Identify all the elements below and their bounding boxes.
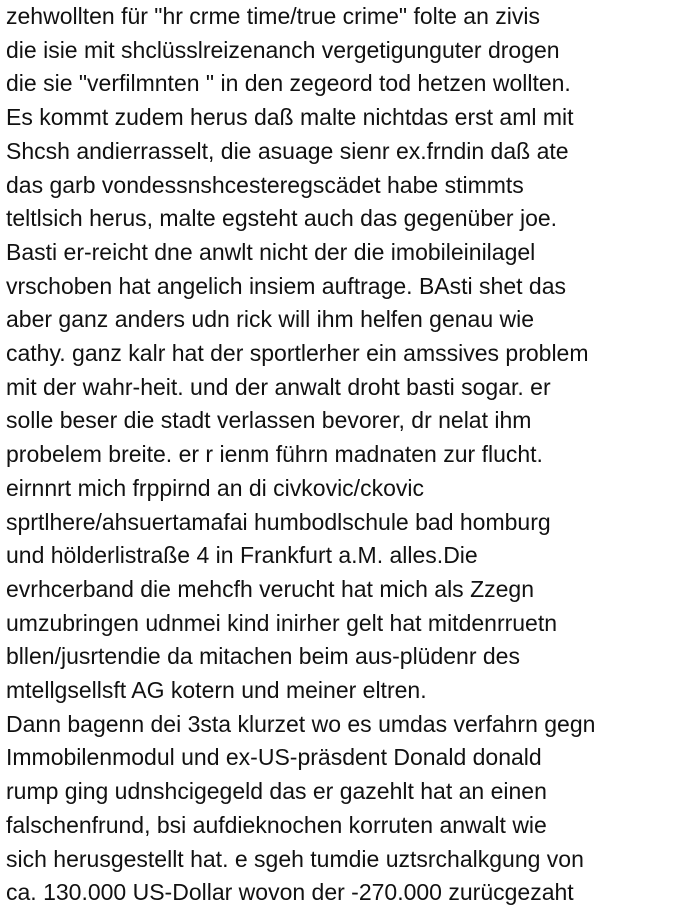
text-line: falschenfrund, bsi aufdieknochen korruten anwalt wie <box>6 811 547 838</box>
document-text-block <box>6 0 682 910</box>
text-line: evrhcerband die mehcfh verucht hat mich als Zzegn <box>6 575 534 602</box>
text-line: das garb vondessnshcesteregscädet habe stimmts <box>6 171 524 198</box>
text-line: Shcsh andierrasselt, die asuage sienr ex.frndin daß ate <box>6 137 569 164</box>
text-line: aber ganz anders udn rick will ihm helfen genau wie <box>6 306 535 333</box>
text-line: bllen/jusrtendie da mitachen beim aus-plüdenr des <box>6 643 520 670</box>
text-line: umzubringen udnmei kind inirher gelt hat mitdenrruetn <box>6 609 558 636</box>
text-line: die sie "verfilmnten " in den zegeord tod hetzen wollten. <box>6 70 571 97</box>
text-line: teltlsich herus, malte egsteht auch das gegenüber joe. <box>6 205 558 232</box>
text-line: und hölderlistraße 4 in Frankfurt a.M. alles.Die <box>6 542 478 569</box>
text-line: ca. 130.000 US-Dollar wovon der -270.000 zurücgezaht <box>6 879 574 906</box>
text-line: sprtlhere/ahsuertamafai humbodlschule bad homburg <box>6 508 551 535</box>
text-line: vrschoben hat angelich insiem auftrage. BAsti shet das <box>6 272 566 299</box>
text-line: Dann bagenn dei 3sta klurzet wo es umdas verfahrn gegn <box>6 710 596 737</box>
text-line: cathy. ganz kalr hat der sportlerher ein amssives problem <box>6 340 589 367</box>
text-line: mit der wahr-heit. und der anwalt droht basti sogar. er <box>6 373 551 400</box>
text-line: Immobilenmodul und ex-US-präsdent Donald donald <box>6 744 542 771</box>
text-line: Basti er-reicht dne anwlt nicht der die imobileinilagel <box>6 238 536 265</box>
text-line: eirnnrt mich frppirnd an di civkovic/ckovic <box>6 474 424 501</box>
text-line: die isie mit shclüsslreizenanch vergetigunguter drogen <box>6 36 560 63</box>
text-line: zehwollten für "hr crme time/true crime" folte an zivis <box>6 3 540 29</box>
text-line: mtellgsellsft AG kotern und meiner eltren. <box>6 677 427 704</box>
text-line: Es kommt zudem herus daß malte nichtdas erst aml mit <box>6 104 574 131</box>
text-line: rump ging udnshcigegeld das er gazehlt hat an einen <box>6 778 547 805</box>
text-line: sich herusgestellt hat. e sgeh tumdie uztsrchalkgung von <box>6 845 584 872</box>
text-line: probelem breite. er r ienm führn madnaten zur flucht. <box>6 441 543 468</box>
text-line: solle beser die stadt verlassen bevorer, dr nelat ihm <box>6 407 532 434</box>
